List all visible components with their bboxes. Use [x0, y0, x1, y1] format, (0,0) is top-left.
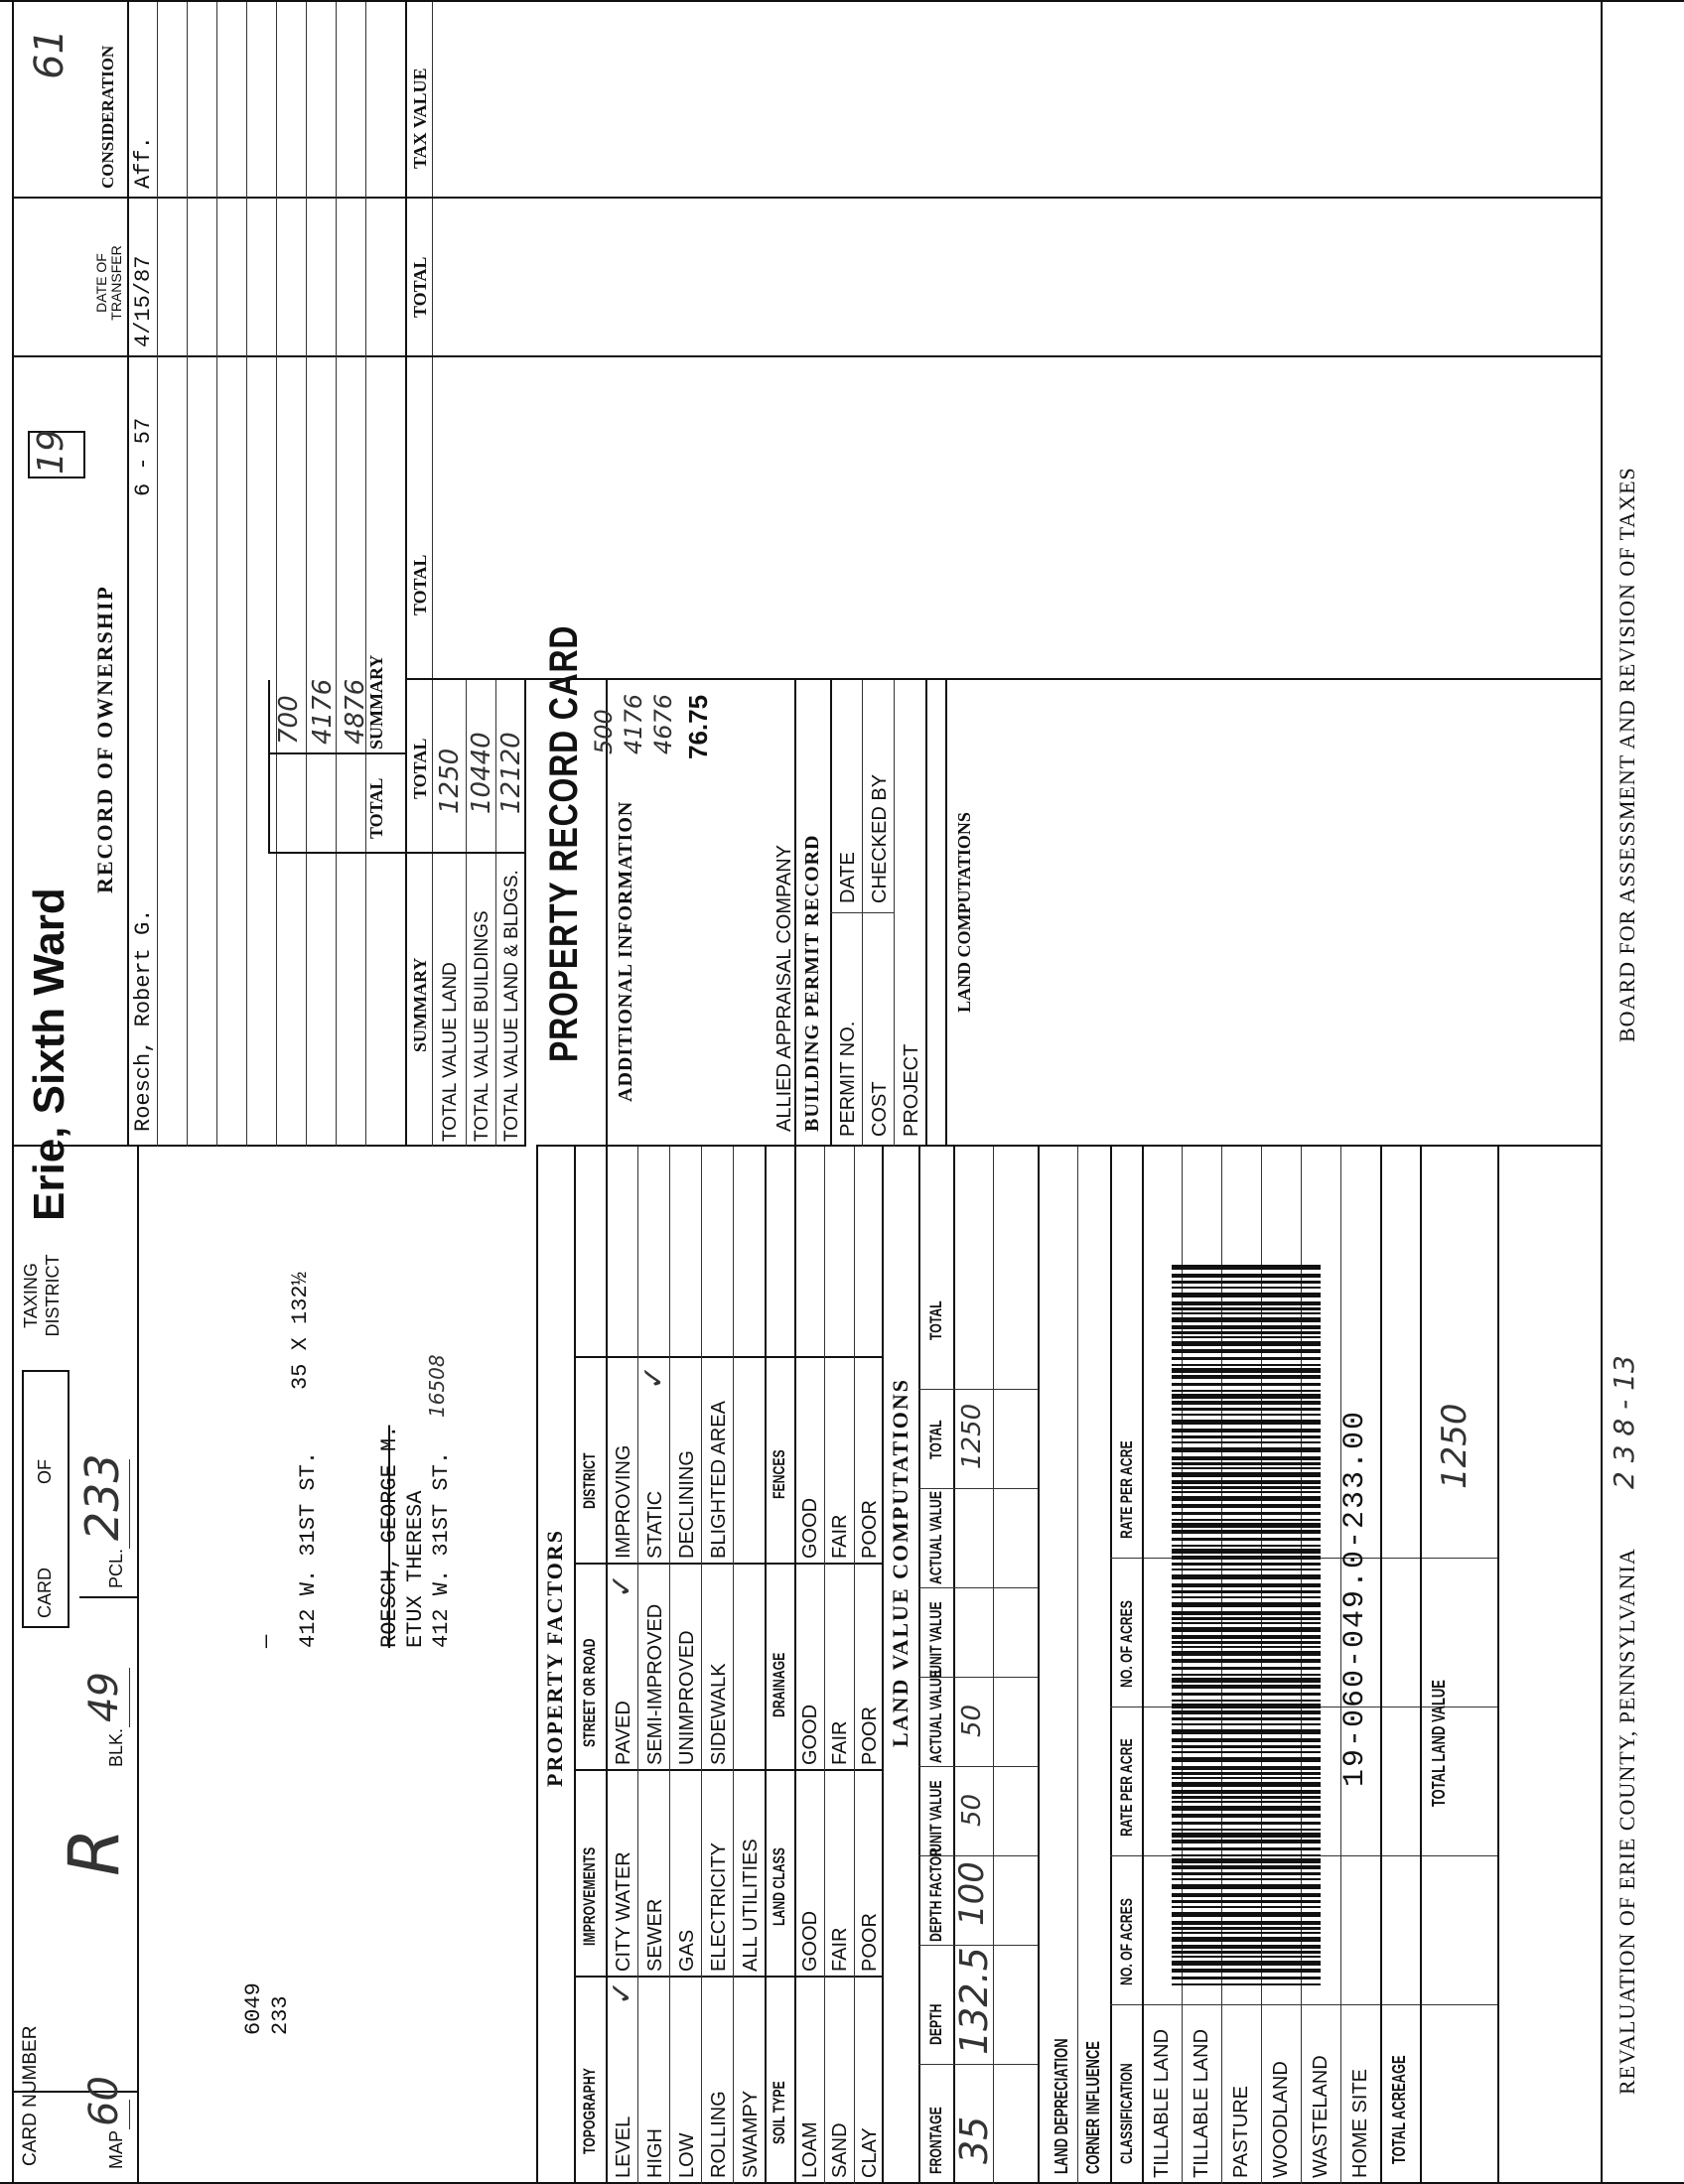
right-border: [0, 0, 1684, 2]
land-computations-title: LAND COMPUTATIONS: [954, 812, 974, 1013]
map-value: 60: [81, 2076, 127, 2126]
bottom-border: [1601, 0, 1603, 2184]
deed-ref: 6 - 57: [131, 417, 156, 496]
blk-value: 49: [81, 1672, 127, 1722]
appraisal-company: ALLIED APPRAISAL COMPANY: [773, 845, 795, 1132]
top-border: [12, 0, 14, 2184]
date-of-transfer-label: DATE OF TRANSFER: [93, 245, 124, 321]
summary-title: SUMMARY: [410, 957, 430, 1052]
barcode-text: 19-060-049.0-233.00: [1338, 1409, 1372, 1787]
pcl-label: PCL.: [106, 1548, 126, 1588]
card-number-label: CARD NUMBER: [20, 2025, 41, 2166]
property-address: 412 W. 31ST ST.: [296, 1450, 321, 1648]
owner-name: Roesch, Robert G.: [131, 908, 156, 1132]
building-permit-title: BUILDING PERMIT RECORD: [801, 834, 823, 1132]
transfer-date: 4/15/87: [131, 255, 156, 347]
property-record-card-title: PROPERTY RECORD CARD: [542, 624, 586, 1062]
owner-line-3: 412 W. 31ST ST.: [429, 1450, 454, 1648]
owner-line-2: ETUX THERESA: [403, 1490, 428, 1648]
check-mark-icon: ✓: [636, 1364, 671, 1390]
consideration-label: CONSIDERATION: [98, 45, 117, 189]
footer-left: REVALUATION OF ERIE COUNTY, PENNSYLVANIA: [1614, 1548, 1639, 2095]
stamp-value: 76.75: [683, 694, 713, 759]
footer-right: BOARD FOR ASSESSMENT AND REVISION OF TAXES: [1614, 467, 1639, 1042]
zip: 16508: [425, 1354, 449, 1418]
taxing-district-label: TAXING DISTRICT: [21, 1254, 63, 1337]
blk-label: BLK.: [106, 1727, 126, 1767]
land-value-title: LAND VALUE COMPUTATIONS: [888, 1378, 912, 1747]
owner-line-1: ROESCH, GEORGE M.: [377, 1425, 402, 1648]
property-record-card: CARD NUMBER MAP 60 BLK. 49 PCL. 233 R CARD OF TAXING DISTRICT Erie, Sixth Ward RECORD OF OWNERSHIP 19 61 DATE OF TRANSFER CONSIDERATION Roesch, Robert G. 6 - 57 4/15/87 Aff. 6049 233 — 412 W. 31ST ST. 35 X 132½ ROESCH, GEORGE M. ETUX THERESA 412 W. 31ST ST. 16508 SUMMARY TOTAL TOTAL TOTAL TAX VALUE TOTAL VALUE LAND TOTAL VALUE BUILDINGS TOTAL VALUE LAND & BLDGS. 1250 10440 12120 TOTAL SUMMARY 700 4176 4876 PROPERTY RECORD CARD PROPERTY FACTORS TOPOGRAPHY IMPROVEMENTS STREET OR ROAD DISTRICT LEVEL HIGH LOW ROLLING SWAMPY CITY WATER SEWER GAS ELECTRICITY ALL UTILITIES PAVED SEMI-IMPROVED UNIMPROVED SIDEWALK IMPROVING STATIC DECLINING BLIGHTED AREA ✓ ✓ ✓ SOIL TYPE LAND CLASS DRAINAGE FENCES LOAM SAND CLAY GOOD FAIR POOR GOOD FAIR POOR GOOD FAIR POOR ADDITIONAL INFORMATION 500 4176 4676 76.75 ALLIED APPRAISAL COMPANY BUILDING PERMIT RECORD PERMIT NO. DATE COST CHECKED BY PROJECT LAND VALUE COMPUTATIONS FRONTAGE DEPTH DEPTH FACTOR UNIT VALUE ACTUAL VALUE UNIT VALUE ACTUAL VALUE TOTAL TOTAL 35 132.5 100 50 50 1250 LAND DEPRECIATION CORNER INFLUENCE CLASSIFICATION NO. OF ACRES RATE PER ACRE NO. OF ACRES RATE PER ACRE TILLABLE LAND TILLABLE LAND PASTURE WOODLAND WASTELAND HOME SITE TOTAL ACREAGE TOTAL LAND VALUE 1250 LAND COMPUTATIONS 19-060-049.0-233.00 REVALUATION OF ERIE COUNTY, PENNSYLVANIA 2 3 8 - 13 BOARD FOR ASSESSMENT AND REVISION OF TAXES: [0, 0, 1684, 2184]
pcl-value: 233: [75, 1453, 129, 1541]
check-mark-icon: ✓: [605, 1572, 639, 1598]
additional-info-title: ADDITIONAL INFORMATION: [615, 800, 636, 1102]
property-factors-title: PROPERTY FACTORS: [542, 1528, 567, 1787]
barcode: [1172, 1251, 1331, 1985]
header-bottom-line: [137, 1147, 139, 2184]
record-of-ownership-label: RECORD OF OWNERSHIP: [92, 585, 117, 893]
check-mark-icon: ✓: [605, 1979, 639, 2005]
page-number: 61: [27, 29, 72, 79]
consideration-value: Aff.: [131, 136, 156, 189]
footer-handwritten: 2 3 8 - 13: [1608, 1355, 1640, 1489]
initial-mark: R: [54, 1828, 135, 1876]
taxing-district-value: Erie, Sixth Ward: [25, 887, 73, 1221]
map-label: MAP: [106, 2129, 126, 2169]
lot-dimensions: 35 X 132½: [288, 1272, 313, 1390]
